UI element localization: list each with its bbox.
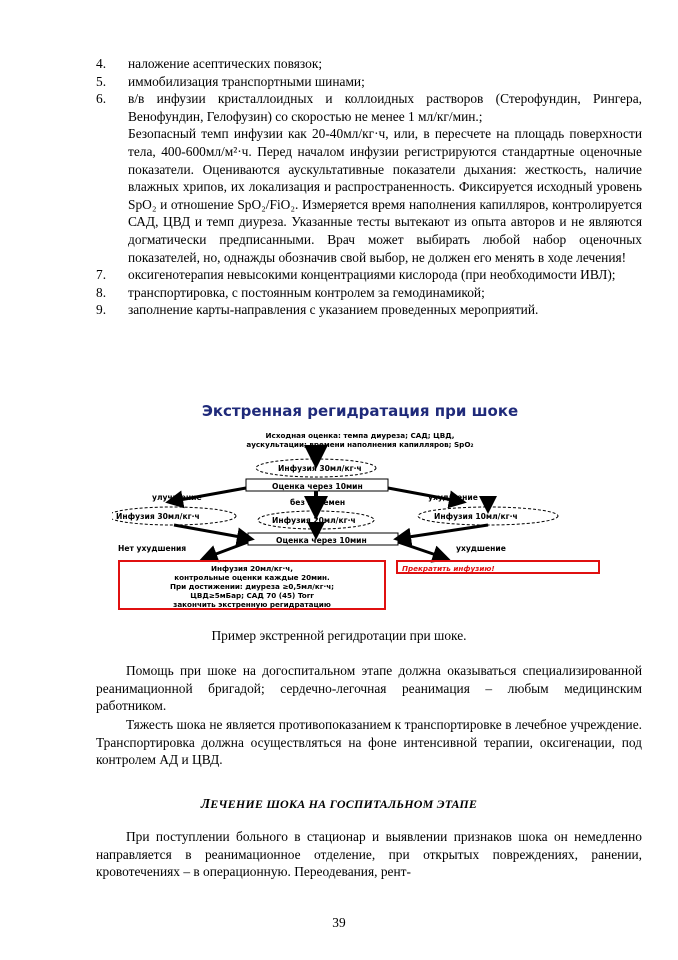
list-item: 5. иммобилизация транспортными шинами; bbox=[96, 73, 365, 89]
label-infusion-30-top: Инфузия 30мл/кг·ч bbox=[278, 464, 362, 473]
label-assessment-2: Оценка через 10мин bbox=[276, 536, 367, 545]
arrow-9 bbox=[208, 542, 248, 557]
list-item: 4. наложение асептических повязок; bbox=[96, 56, 323, 71]
label-no-change: без перемен bbox=[290, 498, 346, 507]
list-item: 8. транспортировка, с постоянным контролем за гемодинамикой; bbox=[96, 284, 485, 300]
list-item: 9. заполнение карты-направления с указанием проведенных мероприятий. bbox=[96, 302, 539, 318]
label-worsening-1: ухудшение bbox=[428, 493, 478, 502]
rehydration-flowchart bbox=[112, 402, 608, 612]
label-infusion-20: Инфузия 20мл/кг·ч bbox=[272, 516, 356, 525]
label-no-worsening: Нет ухудшения bbox=[118, 544, 187, 553]
label-improvement: улучшение bbox=[152, 493, 202, 502]
paragraph: Тяжесть шока не является противопоказанием к транспортировке в лечебное учреждение. Транспортировка должна осуществляться на фоне интенсивной терапии, оксигенации, под контролем АД и ЦВД. bbox=[96, 717, 642, 768]
label-infusion-30-left: Инфузия 30мл/кг·ч bbox=[116, 512, 200, 521]
stop-infusion-box: Прекратить инфузию! bbox=[396, 560, 600, 574]
arrow-10 bbox=[398, 542, 442, 557]
label-worsening-2: ухудшение bbox=[456, 544, 506, 553]
final-instructions-box: Инфузия 20мл/кг·ч, контрольные оценки каждые 20мин. При достижении: диуреза ≥0,5мл/кг·ч; ЦВД≥5мБар; САД 70 (45) Torr закончить экстренную регидратацию bbox=[118, 560, 386, 610]
flowchart-title: Экстренная регидратация при шоке bbox=[201, 402, 519, 420]
page-number: 39 bbox=[332, 915, 346, 930]
measures-list bbox=[96, 55, 642, 319]
arrow-7 bbox=[402, 525, 488, 538]
list-item: 6. в/в инфузии кристаллоидных и коллоидных растворов (Стерофундин, Рингера, Венофундин, Гелофузин) со скоростью не менее 1 мл/кг/мин.; Безопасный темп инфузии как 20-40мл/кг·ч, или, в пересчете на площадь поверхности тела, 400-600мл/м²·ч. Перед началом инфузии регистрируются стандартные оценочные показатели. Оцениваются аускультативные показатели дыхания: жесткость, наличие влажных хрипов, их локализация и распространенность. Фиксируется исходный уровень SpO₂ и отношение SpO₂/FiO₂. Измеряется время наполнения капилляров, контролируется САД, ЦВД и темп диуреза. Указанные тесты вытекают из опыта авторов и не являются догматически предписанными. Врач может выбирать любой набор оценочных показателей, но, однажды обозначив свой выбор, не должен его менять в ходе лечения! bbox=[96, 91, 642, 265]
label-assessment-1: Оценка через 10мин bbox=[272, 482, 363, 491]
paragraph: При поступлении больного в стационар и выявлении признаков шока он немедленно направляется в реанимационное отделение, при открытых повреждениях, ранении, кровотечениях – в операционную. Переодевания, рент- bbox=[96, 829, 642, 880]
paragraph: Помощь при шоке на догоспитальном этапе должна оказываться специализированной реанимационной бригадой; сердечно-легочная реанимация – любым медицинским работником. bbox=[96, 663, 642, 714]
flowchart-subtitle: Исходная оценка: темпа диуреза; САД; ЦВД, аускультации; времени наполнения капилляров; SpO₂ bbox=[246, 431, 474, 449]
label-infusion-10: Инфузия 10мл/кг·ч bbox=[434, 512, 518, 521]
figure-caption: Пример экстренной регидротации при шоке. bbox=[211, 628, 467, 643]
list-item: 7. оксигенотерапия невысокими концентрациями кислорода (при необходимости ИВЛ); bbox=[96, 267, 616, 283]
arrow-6 bbox=[174, 525, 246, 538]
section-heading: ЛЕЧЕНИЕ ШОКА НА ГОСПИТАЛЬНОМ ЭТАПЕ bbox=[200, 796, 478, 811]
